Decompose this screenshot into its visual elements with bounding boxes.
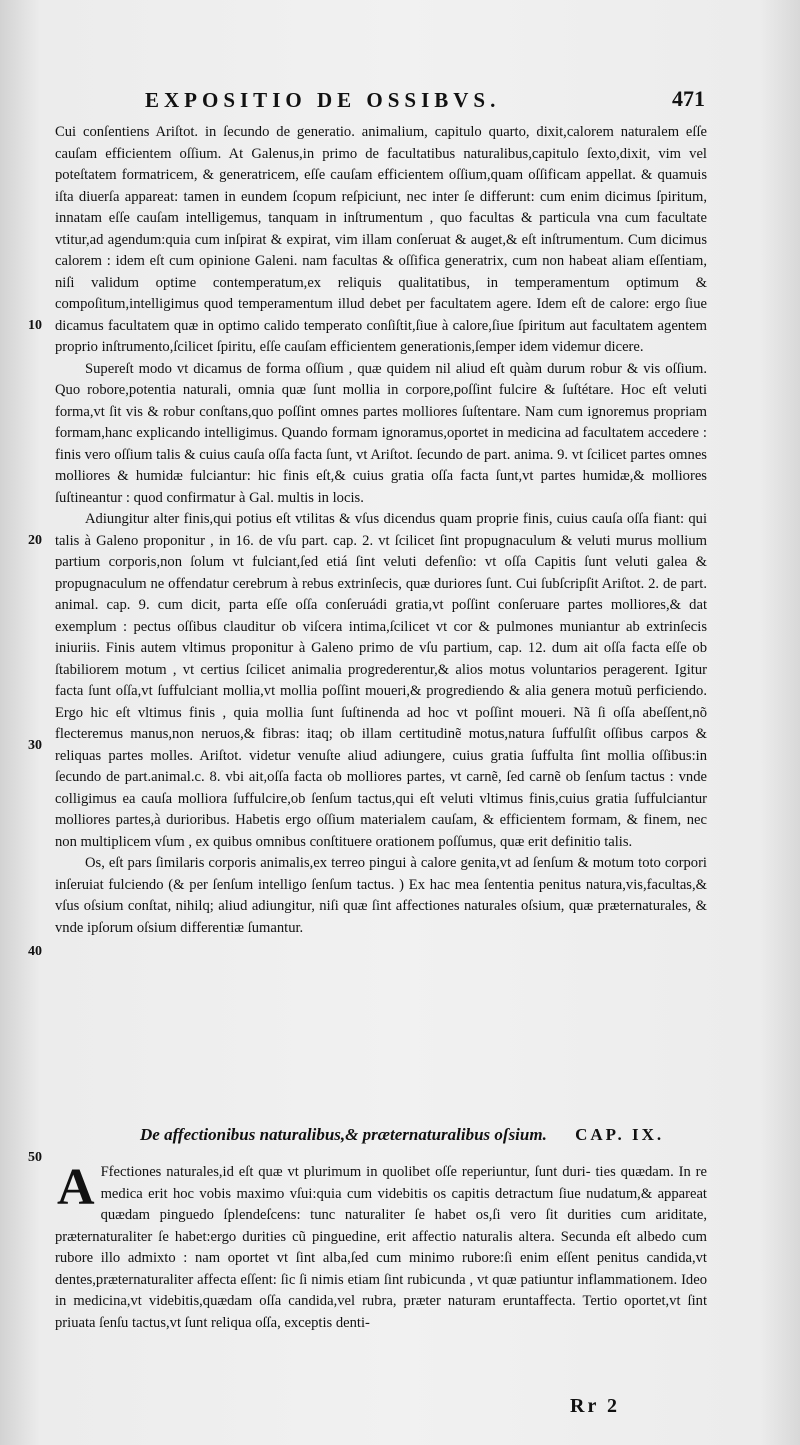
drop-cap: A bbox=[57, 1159, 95, 1216]
signature-mark: Rr 2 bbox=[570, 1395, 620, 1417]
chapter-number: CAP. IX. bbox=[575, 1125, 665, 1144]
paragraph: Os, eſt pars ſimilaris corporis animalis,ex terreo pingui à calore genita,vt ad ſenſum & motum toto corpori inſeruiat fulciendo (& per ſenſum intelligo ſenſum tactus. ) Ex hac mea ſententia penitus natura,vis,facultas,& vſus oſsium conſtat, nihilq; aliud adiungitur, niſi quæ ſint affectiones naturales oſsium, quæ præternaturales, & vnde ipſorum oſsium differentiæ ſumantur. bbox=[55, 855, 707, 936]
paragraph: Supereſt modo vt dicamus de forma oſſium , quæ quidem nil aliud eſt quàm durum robur & vis oſſium. Quo robore,potentia naturali, omnia quæ ſunt mollia in corpore,poſſint fulcire & ſuſtétare. Hoc eſt veluti forma,vt ſit vis & robur conſtans,quo poſſint omnes partes molliores ſuſtentare. Nam cum ignoremus propriam formam,hanc explicando intelligimus. Quando formam ignoramus,oportet in medicina ad facultatem accedere : finis vero oſſium talis & cuius cauſa oſſa facta ſunt, vt Ariſtot. ſecundo de part. anima. 9. vt ſcilicet partes omnes molliores & humidæ fulciantur: hic finis eſt,& cuius gratia oſſa facta ſunt,vt partes humidæ,& molliores ſuſtineantur : quod confirmatur à Gal. multis in locis. bbox=[55, 360, 707, 506]
paragraph: Cui conſentiens Ariſtot. in ſecundo de generatio. animalium, capitulo quarto, dixit,calorem naturalem eſſe cauſam efficientem oſſium. At Galenus,in primo de facultatibus naturalibus,capitulo ſexto,dixit, vim vel poteſtatem formatricem, & generatricem, eſſe cauſam efficientem oſſium,quam oſſificam appellat. & quamuis iſta diuerſa appareat: tamen in eundem ſcopum reſpiciunt, nec inter ſe differunt: cum enim dicimus ſpiritum, innatam eſſe cauſam intelligemus, tanquam in inſtrumentum , quo facultas & particula vna cum facultate vtitur,ad agendum:quia cum inſpirat & expirat, vim illam conſeruat & auget,& eſt inſtrumentum. Cum dicimus calorem : idem eſt cum opinione Galeni. nam facultas & oſſifica generatrix, cum non habeat aliam eſſentiam, niſi validum optime contemperatum,ex reliquis qualitatibus, in temperamentum optimum & compoſitum,intelligimus quod temperamentum illud debet per facultatem agere. Idem eſt de calore: ergo ſiue dicamus facultatem quæ in optimo calido temperato conſiſtit,ſiue à calore,ſiue ſpiritum aut facultatem agentem proprio inſtrumento,ſcilicet ſpiritu, eſſe cauſam efficientem generationis,ſemper idem videmur dicere. bbox=[55, 124, 707, 355]
margin-line-number: 20 bbox=[28, 533, 42, 548]
page-header bbox=[145, 88, 705, 120]
margin-line-number: 10 bbox=[28, 318, 42, 333]
margin-line-number: 40 bbox=[28, 944, 42, 959]
chapter-title: De affectionibus naturalibus,& præternaturalibus oſsium. bbox=[140, 1125, 547, 1144]
paragraph: Adiungitur alter finis,qui potius eſt vtilitas & vſus dicendus quam proprie finis, cuius cauſa oſſa fiant: qui talis à Galeno proponitur , in 16. de vſu part. cap. 2. vt ſcilicet ſint propugnaculum & veluti murus mollium partium corporis,non ſolum vt fulciant,ſed etiá ſint veluti defenſio: vt oſſa Capitis ſunt veluti galea & propugnaculum ne offendatur cerebrum à rebus extrinſecis, quæ duriores ſunt. Cui ſubſcripſit Ariſtot. 2. de part. animal. cap. 9. cum dicit, parta eſſe oſſa conſeruádi gratia,vt poſſint conſeruare partes molliores,& dat exemplum : pectus oſſibus clauditur ob viſcera intima,ſcilicet vt cor & pulmones muniantur ab extrinſecis iniuriis. Finis autem vltimus proponitur à Galeno primo de vſu partium, cap. 12. dum ait oſſa facta eſſe ob ſtabiliorem motum , vt certius ſcilicet animalia progrederentur,& alios motus voluntarios peragerent. Igitur facta ſunt oſſa,vt ſuffulciant mollia,vt mollia poſſint moueri,& progrediendo & alia genera motuũ perficiendo. Ergo hic eſt vltimus finis , quia mollia ſunt ſuſtinenda ad hoc vt poſſint moueri. Nã ſi oſſa abeſſent,nõ flecteremus manus,non neruos,& fibras: itaq; ob illam certitudinẽ motus,natura ſuffulſit oſſibus carpos & reliquas partes molles. Ariſtot. videtur venuſte aliud adiungere, cuius gratia ſuffulta ſint mollia oſſibus:in ſecundo de part.animal.c. 8. vbi ait,oſſa facta ob molliores partes, vt carnẽ, ſed carnẽ ob ſenſum tactus : vnde colligimus ea cauſa molliora ſuffulcire,ob ſenſum tactus,qui eſt veluti vltimus finis,cuius gratia ſuffulciantur molliores partes,à durioribus. Habetis ergo oſſium materialem cauſam, & efficientem formam, & finem, nec non multiplicem vſum , ex quibus omnibus conſtituere orationem poſſumus, quæ erit definitio talis. bbox=[55, 511, 707, 850]
chapter-body-text: Ffectiones naturales,id eſt quæ vt plurimum in quolibet oſſe reperiuntur, ſunt duri- ties quædam. In re medica erit hoc vobis maximo vſui:quia cum videbitis os capitis detractum ſiue nudatum,& appareat quædam pinguedo ſplendeſcens: tunc naturaliter ſe habet os,ſi vero ſit durities cum ariditate, præternaturaliter ſe habet:ergo durities cũ pinguedine, erit affectio naturalis altera. Secunda eſt albedo cum rubore illo admixto : nam oportet vt ſint alba,ſed cum minimo rubore:ſi enim eſſent penitus candida,vt dentes,præternaturaliter affecta eſſent: ſic ſi nimis etiam ſint rubicunda , vt quæ patiuntur inflammationem. Ideo in medicina,vt videbitis,quædam oſſa candida,vel rubra, præter naturam eruntaffecta. Tertio oportet,vt ſint priuata ſenſu tactus,vt ſunt reliqua oſſa, exceptis denti- bbox=[55, 1164, 707, 1331]
page-number: 471 bbox=[672, 86, 705, 111]
margin-line-number: 30 bbox=[28, 738, 42, 753]
running-title: EXPOSITIO DE OSSIBVS. bbox=[145, 88, 501, 112]
chapter-paragraph bbox=[55, 1159, 707, 1334]
main-text bbox=[55, 122, 707, 939]
margin-line-number: 50 bbox=[28, 1150, 42, 1165]
chapter-heading bbox=[140, 1125, 705, 1145]
